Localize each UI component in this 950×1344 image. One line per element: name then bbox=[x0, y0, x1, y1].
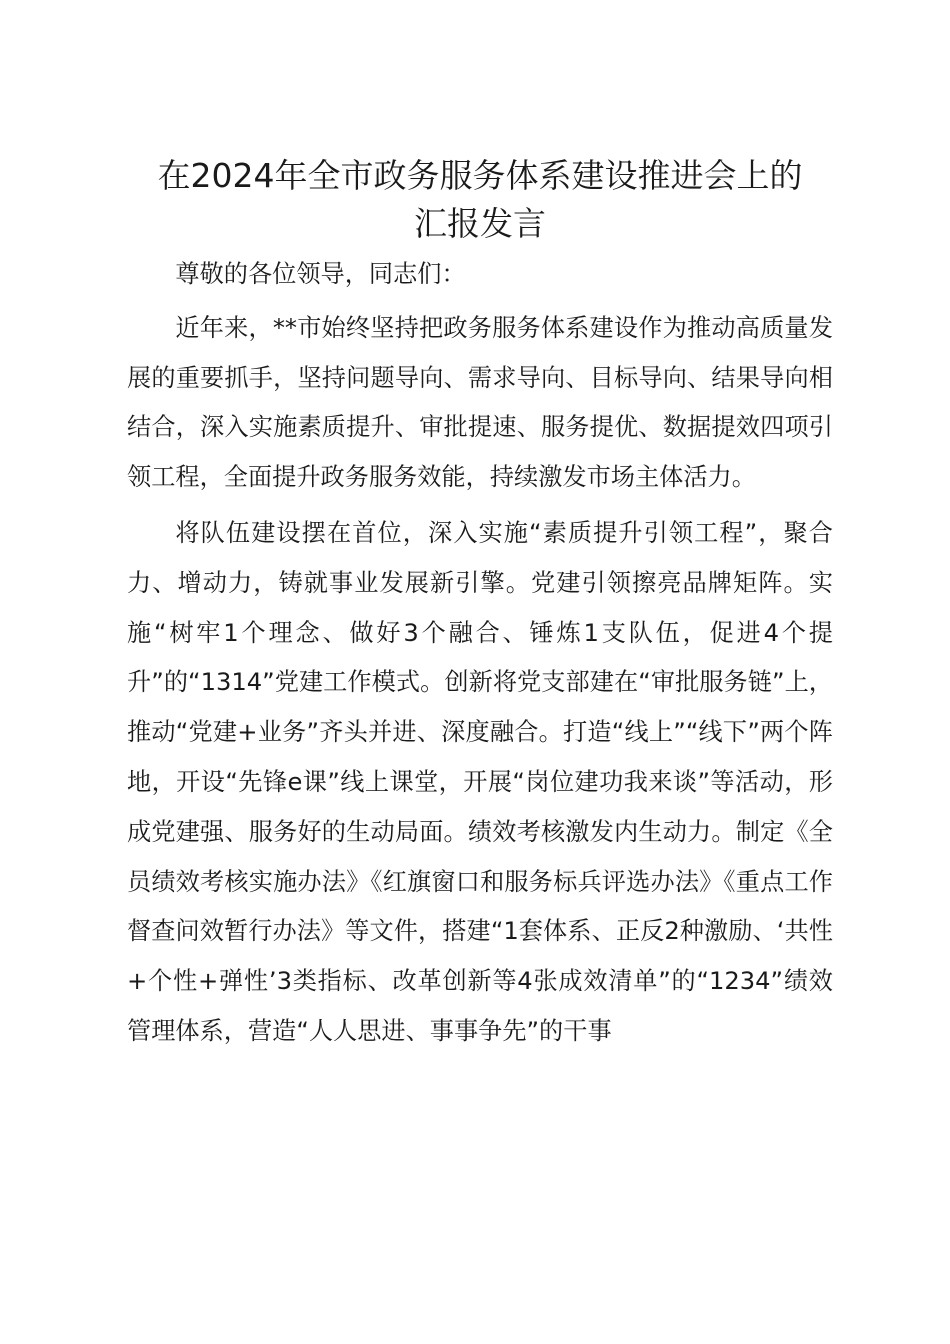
title-line-1: 在2024年全市政务服务体系建设推进会上的 bbox=[157, 156, 803, 195]
paragraph-2: 将队伍建设摆在首位，深入实施“素质提升引领工程”，聚合力、增动力，铸就事业发展新引擎。党建引领擦亮品牌矩阵。实施“树牢1个理念、做好3个融合、锤炼1支队伍，促进4个提升”的“1314”党建工作模式。创新将党支部建在“审批服务链”上，推动“党建+业务”齐头并进、深度融合。打造“线上”“线下”两个阵地，开设“先锋e课”线上课堂，开展“岗位建功我来谈”等活动，形成党建强、服务好的生动局面。绩效考核激发内生动力。制定《全员绩效考核实施办法》《红旗窗口和服务标兵评选办法》《重点工作督查问效暂行办法》等文件，搭建“1套体系、正反2种激励、‘共性+个性+弹性’3类指标、改革创新等4张成效清单”的“1234”绩效管理体系，营造“人人思进、事事争先”的干事 bbox=[127, 518, 833, 1045]
title-line-2: 汇报发言 bbox=[414, 204, 546, 243]
document-page bbox=[127, 152, 833, 1057]
paragraph-1: 近年来，**市始终坚持把政务服务体系建设作为推动高质量发展的重要抓手，坚持问题导向、需求导向、目标导向、结果导向相结合，深入实施素质提升、审批提速、服务提优、数据提效四项引领工程，全面提升政务服务效能，持续激发市场主体活力。 bbox=[127, 313, 833, 492]
greeting: 尊敬的各位领导，同志们： bbox=[175, 260, 466, 288]
document-title bbox=[127, 152, 833, 248]
